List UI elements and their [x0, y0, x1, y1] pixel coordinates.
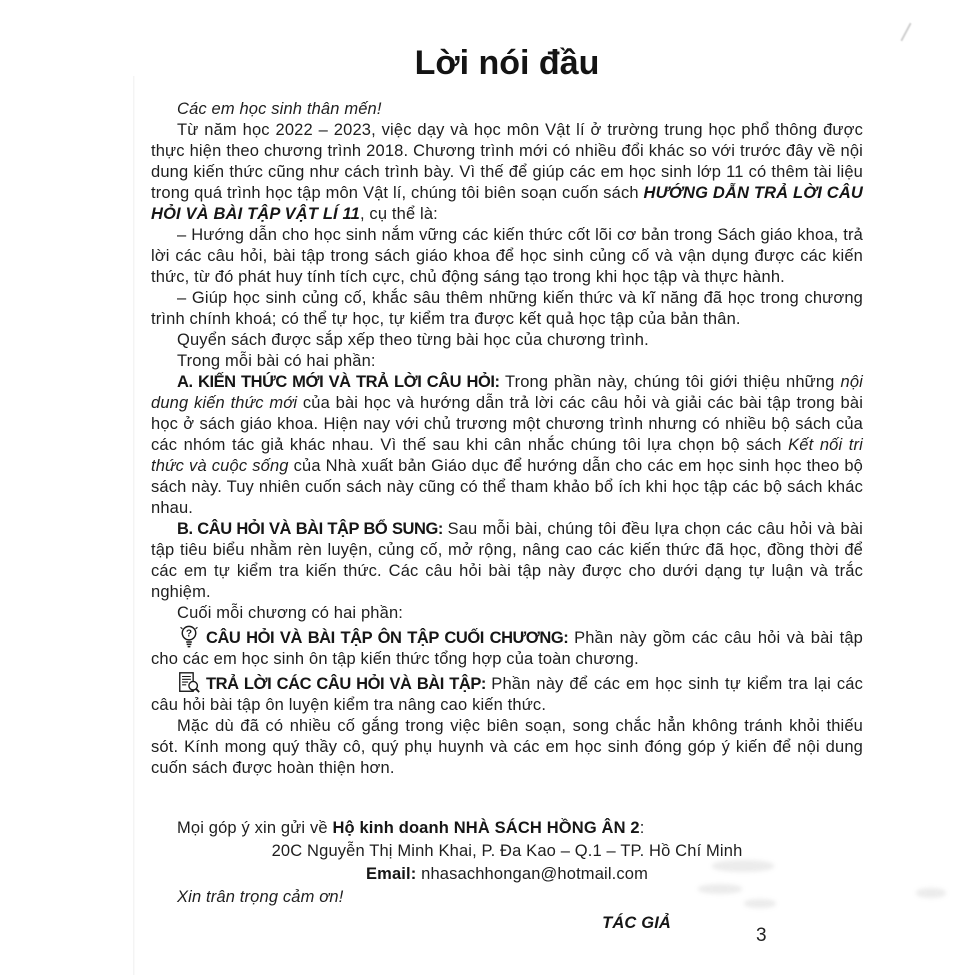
preface-footer — [151, 816, 863, 934]
text-run: A. KIẾN THỨC MỚI VÀ TRẢ LỜI CÂU HỎI: — [177, 373, 505, 391]
text-run: Mọi góp ý xin gửi về — [177, 819, 333, 837]
paragraph — [151, 670, 863, 716]
text-run: của bài học và hướng dẫn trả lời các câu hỏi và giải các bài tập trong bài học ở sách giáo khoa. Hiện nay với chủ trương một chương trình nhưng có nhiều bộ sách của các nhóm tác giả khác nhau. Vì thế sau khi cân nhắc chúng tôi lựa chọn bộ sách — [151, 394, 864, 454]
bulb-question-icon — [177, 624, 201, 649]
text-run: CÂU HỎI VÀ BÀI TẬP ÔN TẬP CUỐI CHƯƠNG: — [206, 629, 575, 647]
text-run: Phần này để các em học sinh tự kiểm tra lại các câu hỏi bài tập ôn luyện kiểm tra nâng cao kiến thức. — [151, 675, 863, 714]
text-run: TRẢ LỜI CÁC CÂU HỎI VÀ BÀI TẬP: — [206, 675, 492, 693]
paragraph — [151, 330, 863, 351]
scan-artifact — [916, 888, 946, 898]
scan-artifact — [900, 23, 911, 42]
text-run: Email: — [365, 865, 422, 883]
paragraph — [151, 225, 863, 288]
text-run: của Nhà xuất bản Giáo dục để hướng dẫn cho các em học sinh học theo bộ sách này. Tuy nhiên cuốn sách này cũng có thể tham khảo bổ ích khi học tập các bộ sách khác nhau. — [151, 457, 863, 517]
text-run: : — [639, 819, 645, 837]
preface-body — [151, 99, 863, 779]
paragraph — [151, 603, 863, 624]
text-run: nhasachhongan@hotmail.com — [421, 865, 649, 883]
text-run: Phần này gồm các câu hỏi và bài tập cho các em học sinh ôn tập kiến thức tổng hợp của toàn chương. — [151, 629, 863, 668]
text-run: Sau mỗi bài, chúng tôi đều lựa chọn các câu hỏi và bài tập tiêu biểu nhằm rèn luyện, củng cố, mở rộng, nâng cao các kiến thức đã học, đồng thời để các em tự kiểm tra kiến thức. Các câu hỏi bài tập này được cho dưới dạng tự luận và trắc nghiệm. — [151, 520, 863, 601]
page-title: Lời nói đầu — [414, 44, 600, 82]
paragraph — [151, 120, 863, 225]
paragraph — [151, 818, 863, 839]
text-run: Trong mỗi bài có hai phần: — [177, 352, 376, 370]
paragraph — [151, 519, 863, 603]
text-run: HƯỚNG DẪN TRẢ LỜI CÂU HỎI VÀ BÀI TẬP VẬT LÍ 11 — [151, 184, 863, 223]
paragraph — [151, 887, 863, 908]
text-run: TÁC GIẢ — [602, 914, 671, 932]
text-run: Trong phần này, chúng tôi giới thiệu những — [504, 373, 841, 391]
paragraph — [151, 864, 863, 885]
page-number: 3 — [756, 925, 767, 946]
text-run: – Hướng dẫn cho học sinh nắm vững các kiến thức cốt lõi cơ bản trong Sách giáo khoa, trả lời các câu hỏi, bài tập trong sách giáo khoa để học sinh củng cố và vận dụng được các kiến thức, từ đó phát huy tính tích cực, chủ động sáng tạo trong khi học tập và thực hành. — [151, 226, 863, 286]
paragraph — [151, 624, 863, 670]
text-run: Kết nối tri thức và cuộc sống — [151, 436, 863, 475]
page-crease-line — [133, 76, 135, 975]
text-run: Quyển sách được sắp xếp theo từng bài học của chương trình. — [177, 331, 649, 349]
text-run: Các em học sinh thân mến! — [177, 100, 382, 118]
text-run: Từ năm học 2022 – 2023, việc dạy và học môn Vật lí ở trường trung học phổ thông được thực hiện theo chương trình 2018. Chương trình mới có nhiều đổi khác so với trước đây về nội dung kiến thức cũng như cách trình bày. Vì thế để giúp các em học sinh lớp 11 có thêm tài liệu trong quá trình học tập môn Vật lí, chúng tôi biên soạn cuốn sách — [151, 121, 863, 202]
text-run: Mặc dù đã có nhiều cố gắng trong việc biên soạn, song chắc hẳn không tránh khỏi thiếu sót. Kính mong quý thầy cô, quý phụ huynh và các em học sinh đóng góp ý kiến để nội dung cuốn sách được hoàn thiện hơn. — [151, 717, 863, 777]
paragraph — [151, 288, 863, 330]
text-run: – Giúp học sinh củng cố, khắc sâu thêm những kiến thức và kĩ năng đã học trong chương trình chính khoá; có thể tự học, tự kiểm tra được kết quả học tập của bản thân. — [151, 289, 863, 328]
text-run: 20C Nguyễn Thị Minh Khai, P. Đa Kao – Q.1 – TP. Hồ Chí Minh — [271, 842, 743, 860]
paragraph — [151, 716, 863, 779]
text-run: nội dung kiến thức mới — [151, 373, 863, 412]
document-magnifier-icon — [177, 670, 201, 695]
paragraph — [151, 99, 863, 120]
paragraph — [151, 841, 863, 862]
paragraph — [151, 372, 863, 519]
text-run: Hộ kinh doanh NHÀ SÁCH HỒNG ÂN 2 — [332, 819, 640, 837]
paragraph — [151, 351, 863, 372]
text-run: B. CÂU HỎI VÀ BÀI TẬP BỔ SUNG: — [177, 520, 448, 538]
text-run: Xin trân trọng cảm ơn! — [177, 888, 344, 906]
text-run: Cuối mỗi chương có hai phần: — [177, 604, 404, 622]
svg-text:?: ? — [185, 628, 193, 640]
text-run: , cụ thể là: — [359, 205, 438, 223]
